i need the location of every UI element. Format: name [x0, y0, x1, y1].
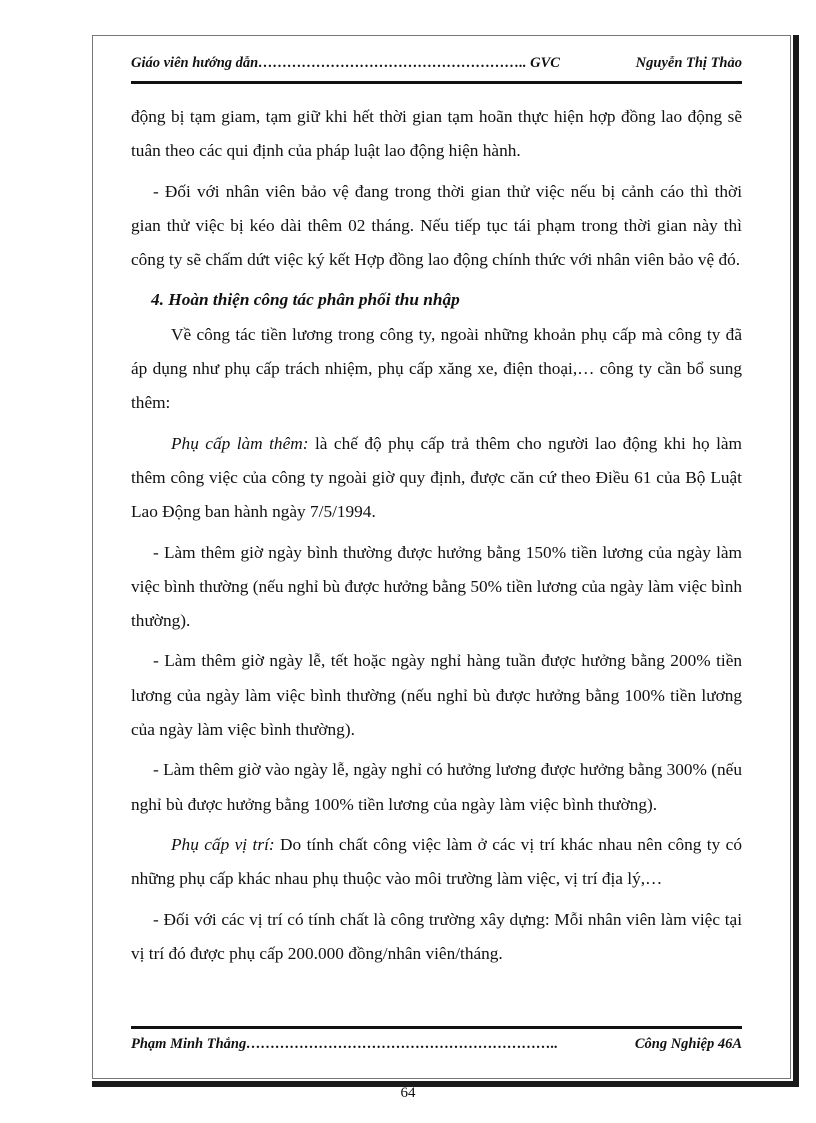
paragraph-3: Về công tác tiền lương trong công ty, ngoài những khoản phụ cấp mà công ty đã áp dụng như phụ cấp trách nhiệm, phụ cấp xăng xe, điện thoại,… công ty cần bổ sung thêm:	[131, 324, 742, 413]
paragraph-8-text: Do tính chất công việc làm ở các vị trí khác nhau nên công ty có những phụ cấp khác nhau phụ thuộc vào môi trường làm việc, vị trí địa lý,…	[131, 834, 742, 889]
paragraph-5: - Làm thêm giờ ngày bình thường được hưởng bằng 150% tiền lương của ngày làm việc bình thường (nếu nghỉ bù được hưởng bằng 50% tiền lương của ngày làm việc bình thường).	[131, 542, 742, 631]
term-overtime-allowance: Phụ cấp làm thêm:	[171, 433, 309, 453]
page-header	[131, 55, 742, 72]
header-rule	[131, 81, 742, 84]
paragraph-1: động bị tạm giam, tạm giữ khi hết thời gian tạm hoãn thực hiện hợp đồng lao động sẽ tuân theo các qui định của pháp luật lao động hiện hành.	[131, 107, 742, 161]
section-heading: 4. Hoàn thiện công tác phân phối thu nhập	[151, 290, 460, 310]
page-footer	[131, 1036, 742, 1053]
paragraph-8	[131, 828, 742, 897]
page-body	[131, 100, 742, 977]
header-advisor-name: Nguyễn Thị Thảo	[635, 55, 742, 71]
paragraph-4	[131, 427, 742, 530]
footer-author: Phạm Minh Thắng………………………………………………………..	[131, 1036, 558, 1052]
paragraph-2: - Đối với nhân viên bảo vệ đang trong thời gian thử việc nếu bị cảnh cáo thì thời gian thử việc bị kéo dài thêm 02 tháng. Nếu tiếp tục tái phạm trong thời gian này thì công ty sẽ chấm dứt việc ký kết Hợp đồng lao động chính thức với nhân viên bảo vệ đó.	[131, 181, 742, 270]
footer-class: Công Nghiệp 46A	[634, 1036, 742, 1052]
term-position-allowance: Phụ cấp vị trí:	[171, 834, 275, 854]
page-border-shadow-right	[793, 35, 799, 1087]
paragraph-7: - Làm thêm giờ vào ngày lễ, ngày nghỉ có hưởng lương được hưởng bằng 300% (nếu nghỉ bù được hưởng bằng 100% tiền lương của ngày làm việc bình thường).	[131, 760, 742, 814]
header-advisor-label: Giáo viên hướng dẫn……………………………………………….. GVC	[131, 55, 560, 71]
footer-rule	[131, 1026, 742, 1029]
paragraph-4-text: là chế độ phụ cấp trả thêm cho người lao động khi họ làm thêm công việc của công ty ngoài giờ quy định, được căn cứ theo Điều 61 của Bộ Luật Lao Động ban hành ngày 7/5/1994.	[131, 433, 742, 522]
page-number: 64	[400, 1085, 416, 1101]
paragraph-9: - Đối với các vị trí có tính chất là công trường xây dựng: Mỗi nhân viên làm việc tại vị trí đó được phụ cấp 200.000 đồng/nhân viên/tháng.	[131, 909, 742, 963]
paragraph-6: - Làm thêm giờ ngày lễ, tết hoặc ngày nghỉ hàng tuần được hưởng bằng 200% tiền lương của ngày làm việc bình thường (nếu nghỉ bù được hưởng bằng 100% tiền lương của ngày làm việc bình thường).	[131, 651, 742, 740]
